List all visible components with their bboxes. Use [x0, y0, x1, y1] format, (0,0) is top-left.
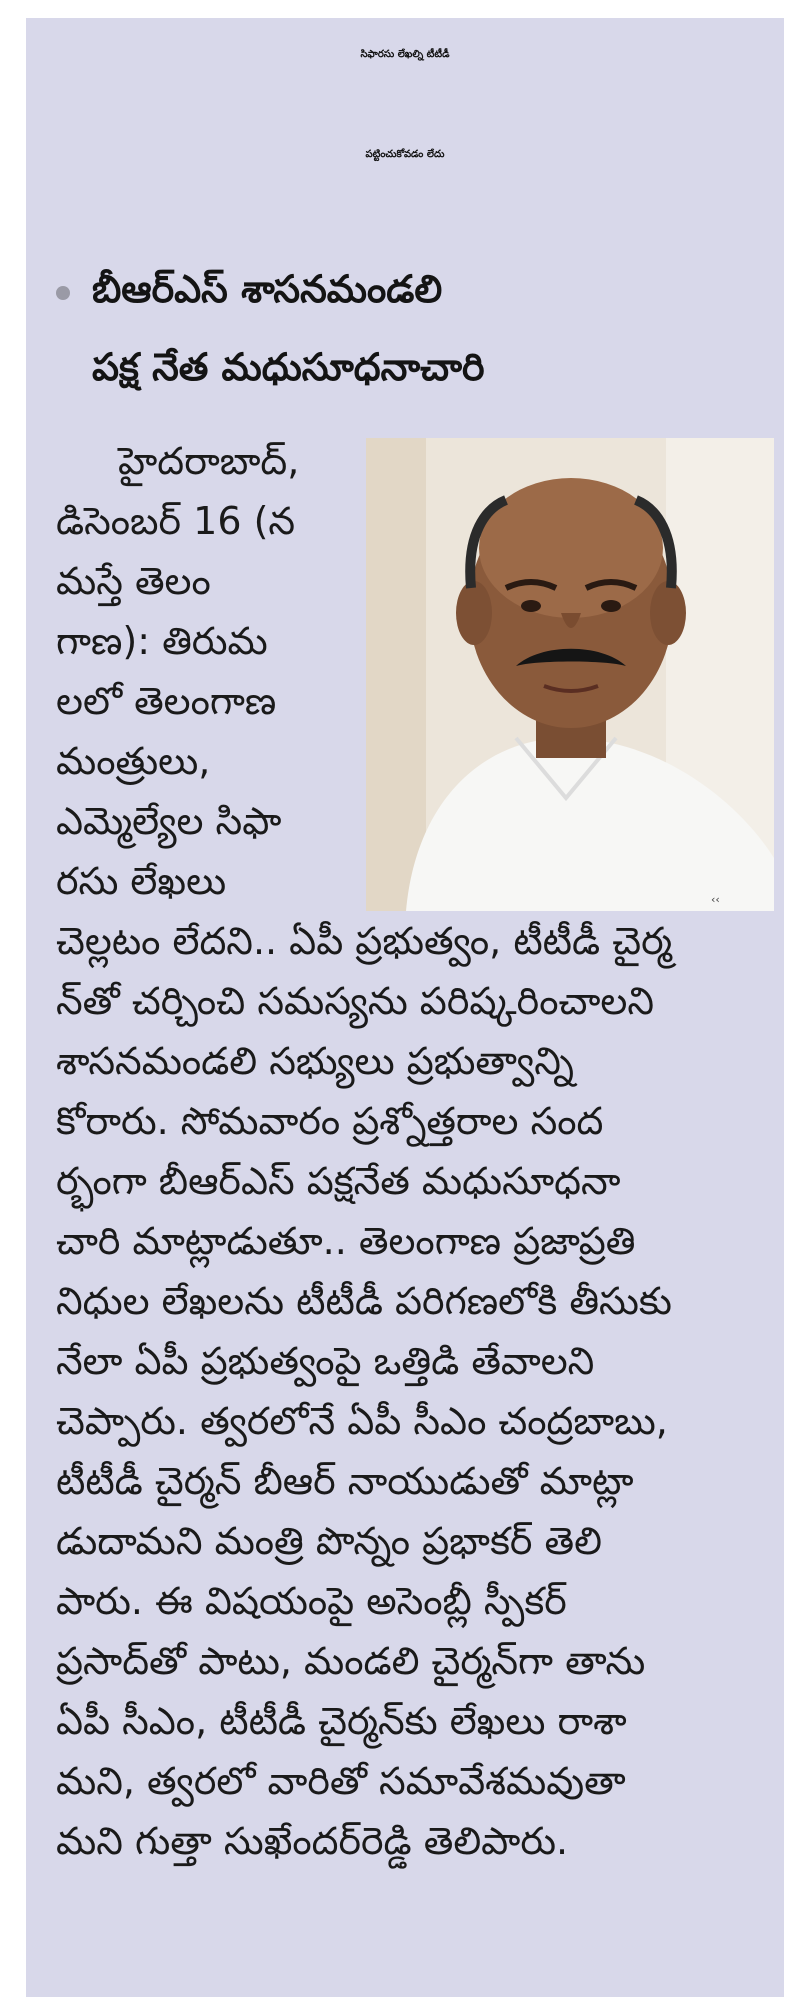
body-line: చెప్పారు. త్వరలోనే ఏపీ సీఎం చంద్రబాబు,: [56, 1399, 668, 1443]
body-line: డిసెంబర్ 16 (న: [56, 499, 296, 543]
body-line: మని గుత్తా సుఖేందర్‌రెడ్డి తెలిపారు.: [56, 1819, 569, 1863]
svg-text:‹‹: ‹‹: [711, 893, 720, 906]
body-line: మని, త్వరలో వారితో సమావేశమవుతా: [56, 1759, 626, 1803]
body-line: పారు. ఈ విషయంపై అసెంబ్లీ స్పీకర్: [56, 1579, 567, 1623]
body-line: ఎమ్మెల్యేల సిఫా: [56, 799, 282, 843]
body-line: హైదరాబాద్,: [118, 439, 300, 483]
body-line: నేలా ఏపీ ప్రభుత్వంపై ఒత్తిడి తేవాలని: [56, 1339, 595, 1383]
body-line: రసు లేఖలు: [56, 859, 227, 903]
body-line: గాణ): తిరుమ: [56, 619, 268, 663]
news-clipping: [26, 18, 784, 1997]
subhead-line-2: పక్ష నేత మధుసూధనాచారి: [92, 345, 485, 389]
body-line: డుదామని మంత్రి పొన్నం ప్రభాకర్ తెలి: [56, 1519, 602, 1563]
headline-line-1: సిఫారసు లేఖల్ని టీటీడీ: [360, 49, 450, 60]
body-line: న్‌తో చర్చించి సమస్యను పరిష్కరించాలని: [56, 979, 654, 1023]
body-line: ప్రసాద్‌తో పాటు, మండలి చైర్మన్‌గా తాను: [56, 1639, 646, 1683]
body-line: టీటీడీ చైర్మన్ బీఆర్ నాయుడుతో మాట్లా: [56, 1459, 634, 1503]
bullet-icon: [56, 286, 70, 300]
body-line: చెల్లటం లేదని.. ఏపీ ప్రభుత్వం, టీటీడీ చైర్మ: [56, 919, 673, 963]
body-line: మస్తే తెలం: [56, 559, 211, 603]
body-line: నిధుల లేఖలను టీటీడీ పరిగణలోకి తీసుకు: [56, 1279, 672, 1323]
body-line: లలో తెలంగాణ: [56, 679, 277, 723]
body-line: మంత్రులు,: [56, 739, 211, 783]
body-line: ఏపీ సీఎం, టీటీడీ చైర్మన్‌కు లేఖలు రాశా: [56, 1699, 627, 1743]
portrait-photo: [366, 438, 774, 911]
body-line: చారి మాట్లాడుతూ.. తెలంగాణ ప్రజాప్రతి: [56, 1219, 636, 1263]
body-line: శాసనమండలి సభ్యులు ప్రభుత్వాన్ని: [56, 1039, 574, 1083]
subhead-line-1: బీఆర్‌ఎస్ శాసనమండలి: [92, 267, 443, 311]
body-line: కోరారు. సోమవారం ప్రశ్నోత్తరాల సంద: [56, 1099, 604, 1143]
body-line: ర్భంగా బీఆర్‌ఎస్ పక్షనేత మధుసూధనా: [56, 1159, 621, 1203]
headline-line-2: పట్టించుకోవడం లేదు: [365, 149, 445, 160]
